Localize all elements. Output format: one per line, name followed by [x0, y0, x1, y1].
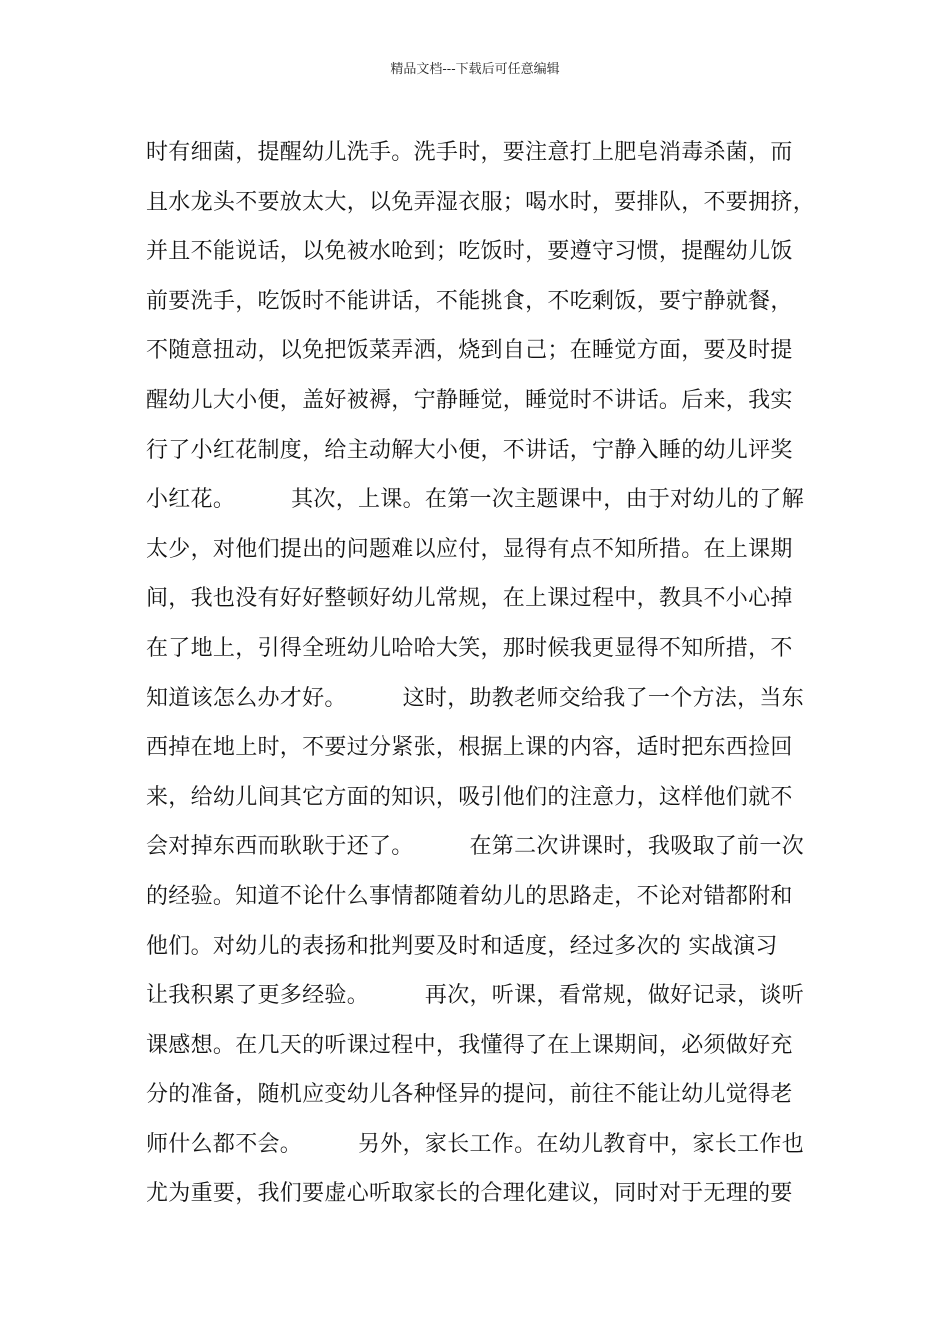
text-line: 前要洗手，吃饭时不能讲话，不能挑食，不吃剩饭，要宁静就餐，: [146, 288, 793, 314]
text-line: 并且不能说话，以免被水呛到；吃饭时，要遵守习惯，提醒幼儿饭: [146, 239, 793, 265]
text-line: 分的准备，随机应变幼儿各种怪异的提问，前往不能让幼儿觉得老: [146, 1082, 793, 1108]
page-header: 精品文档---下载后可任意编辑: [390, 62, 560, 77]
text-line: 间，我也没有好好整顿好幼儿常规，在上课过程中，教具不小心掉: [146, 586, 793, 612]
text-line: 尤为重要，我们要虚心听取家长的合理化建议，同时对于无理的要: [146, 1181, 793, 1207]
text-line: 在了地上，引得全班幼儿哈哈大笑，那时候我更显得不知所措，不: [146, 635, 793, 661]
text-line: 醒幼儿大小便，盖好被褥，宁静睡觉，睡觉时不讲话。后来，我实: [146, 387, 793, 413]
text-line: 不随意扭动，以免把饭菜弄洒，烧到自己；在睡觉方面，要及时提: [146, 338, 793, 364]
text-line: 太少，对他们提出的问题难以应付，显得有点不知所措。在上课期: [146, 536, 793, 562]
text-line: 西掉在地上时，不要过分紧张，根据上课的内容，适时把东西捡回: [146, 735, 793, 761]
text-line: 让我积累了更多经验。 再次，听课，看常规，做好记录，谈听: [146, 983, 805, 1009]
text-line: 行了小红花制度，给主动解大小便，不讲话，宁静入睡的幼儿评奖: [146, 437, 793, 463]
text-line: 他们。对幼儿的表扬和批判要及时和适度，经过多次的 实战演习: [146, 933, 778, 959]
text-line: 且水龙头不要放太大，以免弄湿衣服；喝水时，要排队，不要拥挤，: [146, 189, 816, 215]
document-body: [146, 128, 826, 1219]
text-line: 来，给幼儿间其它方面的知识，吸引他们的注意力，这样他们就不: [146, 784, 793, 810]
text-line: 师什么都不会。 另外，家长工作。在幼儿教育中，家长工作也: [146, 1131, 805, 1157]
text-line: 知道该怎么办才好。 这时，助教老师交给我了一个方法，当东: [146, 685, 805, 711]
text-line: 小红花。 其次，上课。在第一次主题课中，由于对幼儿的了解: [146, 487, 805, 513]
text-line: 时有细菌，提醒幼儿洗手。洗手时，要注意打上肥皂消毒杀菌，而: [146, 140, 793, 165]
text-line: 课感想。在几天的听课过程中，我懂得了在上课期间，必须做好充: [146, 1032, 793, 1058]
text-line: 会对掉东西而耿耿于还了。 在第二次讲课时，我吸取了前一次: [146, 834, 805, 860]
text-line: 的经验。知道不论什么事情都随着幼儿的思路走，不论对错都附和: [146, 883, 793, 909]
